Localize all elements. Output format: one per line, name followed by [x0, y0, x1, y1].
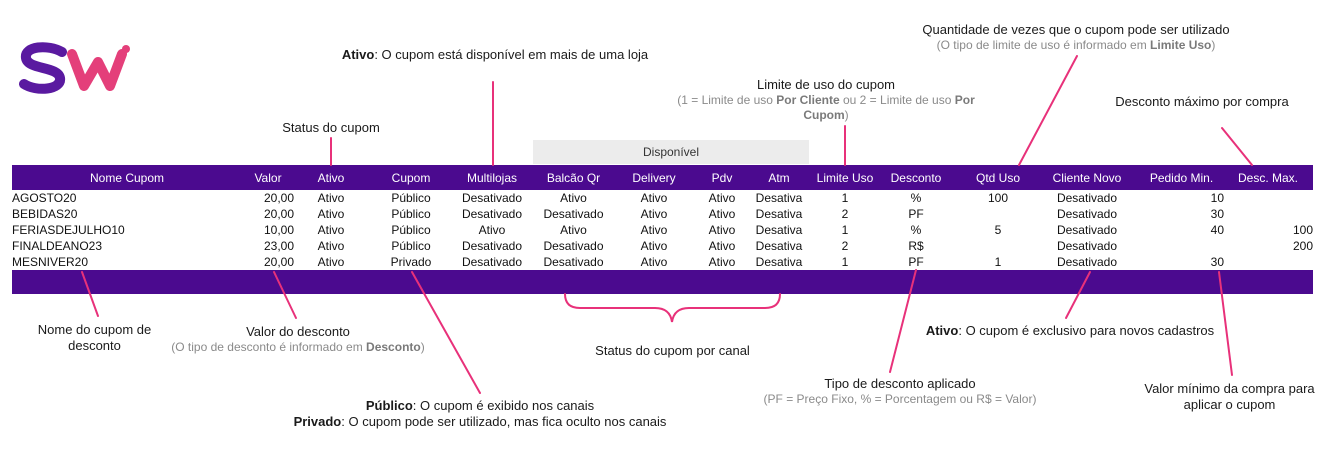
- column-header-pdv: Pdv: [711, 171, 733, 185]
- cell-pdv: Ativo: [708, 207, 736, 221]
- cell-ativo: Ativo: [317, 255, 345, 269]
- cell-desc-max: 200: [1292, 239, 1313, 253]
- column-header-delivery: Delivery: [632, 171, 676, 185]
- cell-balcao-qr: Desativado: [543, 255, 604, 269]
- table-body: [12, 190, 1313, 270]
- cell-ativo: Ativo: [317, 191, 345, 205]
- cell-desc-max: 100: [1292, 223, 1313, 237]
- cell-limite-uso: 2: [841, 239, 849, 253]
- cell-pdv: Ativo: [708, 239, 736, 253]
- cell-desconto: %: [910, 191, 922, 205]
- cell-desconto: %: [910, 223, 922, 237]
- group-header-disponivel: Disponível: [533, 140, 809, 164]
- annotation-cliente-novo: Ativo: O cupom é exclusivo para novos cadastros: [925, 323, 1215, 338]
- cell-atm: Desativa: [755, 239, 803, 253]
- cell-nome-cupom: FERIASDEJULHO10: [12, 223, 125, 237]
- cell-multilojas: Ativo: [478, 223, 506, 237]
- cell-delivery: Ativo: [640, 207, 668, 221]
- cell-limite-uso: 2: [841, 207, 849, 221]
- cell-qtd-uso: 100: [987, 191, 1009, 205]
- table-row: [12, 238, 1313, 254]
- annotation-tipo-desconto: Tipo de desconto aplicado (PF = Preço Fixo, % = Porcentagem ou R$ = Valor): [763, 376, 1037, 406]
- column-header-cupom: Cupom: [391, 171, 431, 185]
- cell-balcao-qr: Desativado: [543, 207, 604, 221]
- cell-cliente-novo: Desativado: [1056, 207, 1118, 221]
- cell-ativo: Ativo: [317, 239, 345, 253]
- cell-qtd-uso: 5: [994, 223, 1002, 237]
- cell-valor: 10,00: [263, 223, 294, 237]
- annotation-multilojas: Ativo: O cupom está disponível em mais de uma loja: [341, 47, 649, 62]
- annotation-desc-max: Desconto máximo por compra: [1115, 94, 1289, 109]
- column-header-ativo: Ativo: [317, 171, 345, 185]
- cell-desc-max: [1225, 254, 1313, 270]
- column-header-nome-cupom: Nome Cupom: [89, 171, 165, 185]
- cell-qtd-uso: [962, 238, 1034, 254]
- cell-balcao-qr: Ativo: [560, 191, 587, 205]
- cell-balcao-qr: Ativo: [560, 223, 587, 237]
- cell-cupom: Público: [391, 191, 431, 205]
- cell-qtd-uso: [962, 206, 1034, 222]
- cell-valor: 20,00: [263, 191, 294, 205]
- annotation-status: Status do cupom: [282, 120, 380, 135]
- cell-cliente-novo: Desativado: [1056, 255, 1118, 269]
- cell-desconto: R$: [908, 239, 924, 253]
- cell-atm: Desativa: [755, 255, 803, 269]
- column-header-pedido-min: Pedido Min.: [1149, 171, 1214, 185]
- column-header-desconto: Desconto: [890, 171, 942, 185]
- table-row: [12, 190, 1313, 206]
- cell-limite-uso: 1: [841, 191, 849, 205]
- cell-cliente-novo: Desativado: [1056, 239, 1118, 253]
- annotation-limite-uso: Limite de uso do cupom (1 = Limite de uso Por Cliente ou 2 = Limite de uso Por Cupom): [677, 77, 975, 122]
- cell-nome-cupom: FINALDEANO23: [12, 239, 103, 253]
- cell-desconto: PF: [908, 255, 924, 269]
- cell-atm: Desativa: [755, 191, 803, 205]
- cell-valor: 20,00: [263, 207, 294, 221]
- cell-desc-max: [1225, 190, 1313, 206]
- cell-pedido-min: 40: [1210, 223, 1224, 237]
- cell-nome-cupom: MESNIVER20: [12, 255, 89, 269]
- column-header-desc-max: Desc. Max.: [1237, 171, 1298, 185]
- table-header: [12, 165, 1313, 190]
- annotation-cupom: Público: O cupom é exibido nos canais Privado: O cupom pode ser utilizado, mas fica oculto nos canais: [293, 398, 667, 429]
- cell-delivery: Ativo: [640, 255, 668, 269]
- cell-valor: 20,00: [263, 255, 294, 269]
- cell-cliente-novo: Desativado: [1056, 223, 1118, 237]
- cell-atm: Desativa: [755, 207, 803, 221]
- column-header-atm: Atm: [768, 171, 790, 185]
- cell-desconto: PF: [908, 207, 924, 221]
- cell-balcao-qr: Desativado: [543, 239, 604, 253]
- cell-desc-max: [1225, 206, 1313, 222]
- cell-delivery: Ativo: [640, 191, 668, 205]
- cell-cupom: Público: [391, 223, 431, 237]
- cell-nome-cupom: BEBIDAS20: [12, 207, 78, 221]
- annotation-nome: Nome do cupom de desconto: [37, 322, 152, 353]
- cell-valor: 23,00: [263, 239, 294, 253]
- cell-delivery: Ativo: [640, 239, 668, 253]
- cell-pdv: Ativo: [708, 191, 736, 205]
- cell-pdv: Ativo: [708, 223, 736, 237]
- cell-limite-uso: 1: [841, 223, 849, 237]
- sw-logo: [18, 40, 133, 100]
- cell-multilojas: Desativado: [461, 239, 523, 253]
- cell-atm: Desativa: [755, 223, 803, 237]
- cell-cupom: Privado: [390, 255, 432, 269]
- cell-cupom: Público: [391, 239, 431, 253]
- annotation-valor: Valor do desconto (O tipo de desconto é informado em Desconto): [171, 324, 425, 354]
- cell-ativo: Ativo: [317, 207, 345, 221]
- cell-cliente-novo: Desativado: [1056, 191, 1118, 205]
- table-row: [12, 254, 1313, 270]
- column-header-qtd-uso: Qtd Uso: [975, 171, 1020, 185]
- cell-pdv: Ativo: [708, 255, 736, 269]
- cell-nome-cupom: AGOSTO20: [12, 191, 77, 205]
- annotation-canal: Status do cupom por canal: [595, 343, 750, 358]
- annotation-qtd-uso: Quantidade de vezes que o cupom pode ser utilizado (O tipo de limite de uso é informado em Limite Uso): [922, 22, 1230, 52]
- cell-cupom: Público: [391, 207, 431, 221]
- column-header-cliente-novo: Cliente Novo: [1052, 171, 1122, 185]
- column-header-balcao-qr: Balcão Qr: [546, 171, 601, 185]
- cell-pedido-min: 30: [1210, 255, 1224, 269]
- cell-ativo: Ativo: [317, 223, 345, 237]
- cell-pedido-min: [1134, 238, 1224, 254]
- column-header-multilojas: Multilojas: [466, 171, 517, 185]
- cell-limite-uso: 1: [841, 255, 849, 269]
- column-header-limite-uso: Limite Uso: [816, 171, 874, 185]
- cell-pedido-min: 30: [1210, 207, 1224, 221]
- cell-multilojas: Desativado: [461, 207, 523, 221]
- table-row: [12, 206, 1313, 222]
- cell-multilojas: Desativado: [461, 191, 523, 205]
- table-footer-bar: [12, 270, 1313, 294]
- cell-pedido-min: 10: [1210, 191, 1224, 205]
- cell-multilojas: Desativado: [461, 255, 523, 269]
- annotation-pedido-min: Valor mínimo da compra para aplicar o cupom: [1144, 381, 1315, 412]
- cell-qtd-uso: 1: [994, 255, 1002, 269]
- table-row: [12, 222, 1313, 238]
- column-header-valor: Valor: [254, 171, 282, 185]
- cell-delivery: Ativo: [640, 223, 668, 237]
